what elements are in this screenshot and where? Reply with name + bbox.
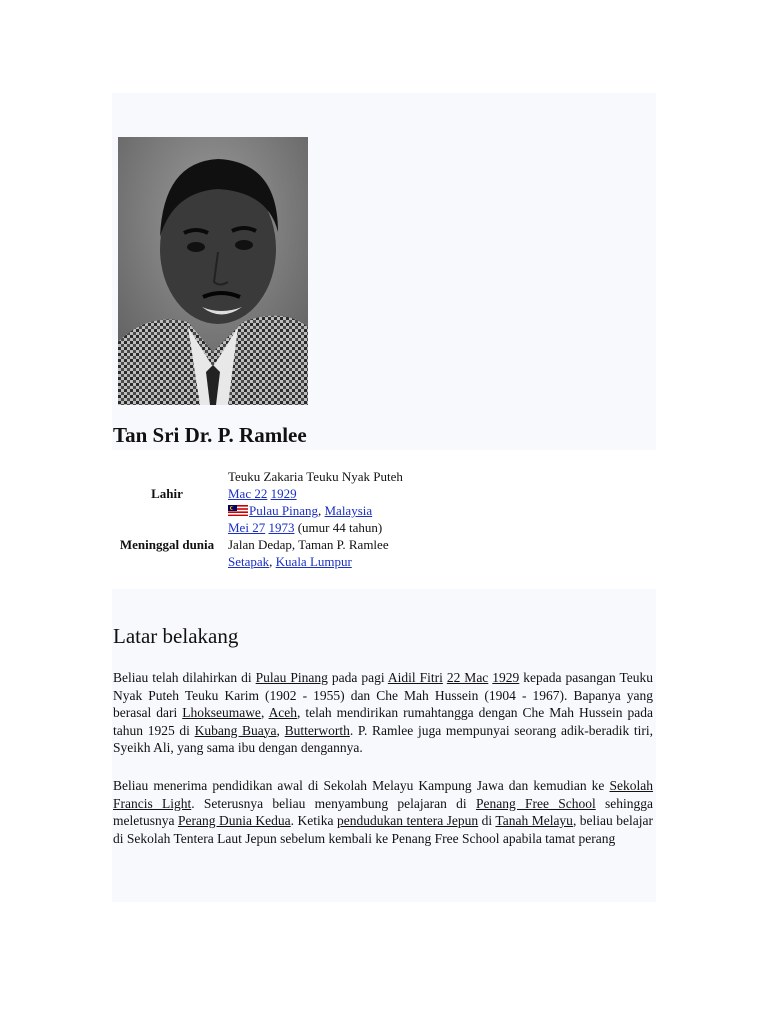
died-place-link[interactable]: Setapak — [228, 554, 270, 569]
p2-link-penang-free-school[interactable]: Penang Free School — [475, 795, 596, 811]
infobox-row-born — [113, 468, 443, 519]
p1-link-kubang-buaya[interactable]: Kubang Buaya — [194, 722, 277, 738]
p2-link-pendudukan-jepun[interactable]: pendudukan tentera Jepun — [337, 813, 479, 828]
page-title: Tan Sri Dr. P. Ramlee — [113, 423, 307, 447]
died-date-link[interactable]: Mei 27 — [228, 520, 266, 535]
p1-link-22-mac[interactable]: 22 Mac — [446, 670, 489, 685]
p1-text: . P. Ramlee juga mempunyai seorang adik-beradik tiri, Syeikh Ali, yang sama ibu dengan dengannya. — [113, 722, 654, 755]
p1-link-lhokseumawe[interactable]: Lhokseumawe — [182, 705, 261, 720]
p1-text: , — [276, 722, 285, 738]
died-age: (umur 44 tahun) — [294, 520, 383, 535]
p2-text: di — [478, 813, 496, 828]
p1-text: kepada pasangan Teuku Nyak Puteh Teuku Karim (1902 - 1955) dan Che Mah Hussein (1904 - 1967). Bapanya yang berasal dari — [113, 670, 654, 720]
infobox-row-died — [113, 519, 443, 570]
born-place-sep: , — [317, 503, 325, 518]
p1-link-1929[interactable]: 1929 — [492, 670, 520, 685]
died-label: Meninggal dunia — [119, 537, 215, 552]
p1-link-aceh[interactable]: Aceh — [268, 705, 298, 720]
p2-text: sehingga meletusnya — [113, 795, 653, 828]
p1-link-pulau-pinang[interactable]: Pulau Pinang — [255, 670, 328, 685]
infobox-table — [113, 468, 443, 570]
died-city-link[interactable]: Kuala Lumpur — [275, 554, 352, 569]
died-street: Jalan Dedap, Taman P. Ramlee — [228, 537, 389, 552]
p2-link-tanah-melayu[interactable]: Tanah Melayu — [495, 813, 573, 828]
p1-text: pada pagi — [327, 670, 388, 685]
born-date-link[interactable]: Mac 22 — [228, 486, 268, 501]
p2-text: Beliau menerima pendidikan awal di Sekolah Melayu Kampung Jawa dan kemudian ke — [113, 778, 610, 793]
born-country-link[interactable]: Malaysia — [324, 503, 373, 518]
died-year-link[interactable]: 1973 — [268, 520, 295, 535]
born-year-link[interactable]: 1929 — [270, 486, 297, 501]
portrait-photo — [118, 137, 308, 405]
p1-link-butterworth[interactable]: Butterworth — [284, 722, 350, 738]
paragraph-2 — [113, 777, 653, 847]
born-value — [225, 468, 443, 519]
p2-text: . Seterusnya beliau menyambung pelajaran di — [191, 795, 476, 811]
born-label: Lahir — [151, 486, 183, 501]
p2-link-perang-dunia-kedua[interactable]: Perang Dunia Kedua — [177, 813, 291, 828]
malaysia-flag-icon — [228, 505, 248, 516]
p2-text: , beliau belajar di Sekolah Tentera Laut Jepun sebelum kembali ke Penang Free School apabila tamat perang — [113, 813, 653, 846]
p1-text: Beliau telah dilahirkan di — [113, 670, 256, 685]
p2-text: . Ketika — [290, 813, 337, 828]
p1-text: , — [260, 705, 269, 720]
died-place-sep: , — [269, 554, 276, 569]
paragraph-1 — [113, 669, 653, 757]
died-value — [225, 519, 443, 570]
p1-link-aidil-fitri[interactable]: Aidil Fitri — [387, 670, 443, 685]
born-name: Teuku Zakaria Teuku Nyak Puteh — [228, 469, 403, 484]
born-place-link[interactable]: Pulau Pinang — [249, 503, 318, 518]
section-heading: Latar belakang — [113, 624, 239, 648]
p2-link-francis-light[interactable]: Sekolah Francis Light — [113, 778, 653, 811]
p1-text: , telah mendirikan rumahtangga dengan Che Mah Hussein pada tahun 1925 di — [113, 705, 653, 738]
